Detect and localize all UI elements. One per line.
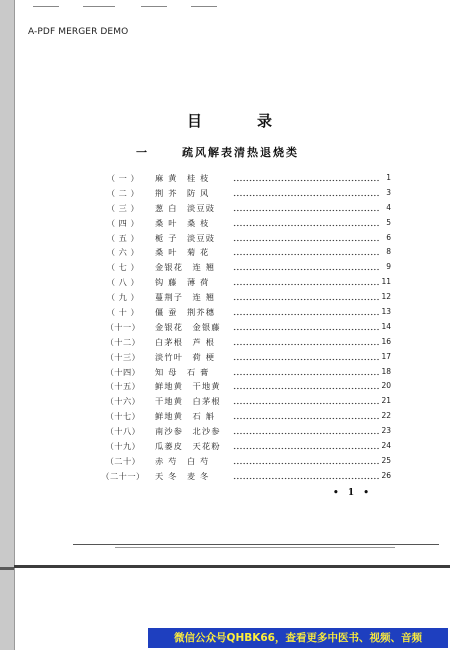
toc-entry-name: 瓜蒌皮 天花粉 [155, 441, 221, 452]
toc-leader-dots [233, 275, 379, 290]
toc-leader-dots [233, 335, 379, 350]
toc-entry-index: （ 六 ） [106, 247, 140, 258]
page-separator-marker [0, 567, 14, 570]
toc-entry-index: （十三） [105, 351, 141, 362]
toc-entry [97, 260, 397, 275]
page-title: 目 录 [187, 112, 293, 130]
toc-entry [97, 335, 397, 350]
toc-entry-name: 鲜地黄 石 斛 [155, 411, 216, 422]
toc-entry-page: 13 [381, 307, 391, 317]
toc-leader-dots [233, 186, 379, 201]
toc-entry-index: （ 五 ） [106, 232, 140, 243]
toc-entry-page: 22 [381, 411, 391, 421]
toc-leader-dots [233, 305, 379, 320]
toc-entry-index: （二十一） [101, 470, 145, 481]
scrollbar-track[interactable] [0, 0, 15, 650]
toc-entry-index: （二十） [105, 455, 141, 466]
toc-entry-name: 桑 叶 菊 花 [155, 247, 210, 258]
toc-entry [97, 394, 397, 409]
toc-entry-name: 淡竹叶 荷 梗 [155, 351, 216, 362]
toc-entry-page: 17 [381, 351, 391, 361]
toc-entry-page: 1 [386, 173, 391, 182]
toc-entry-index: （十一） [105, 321, 141, 332]
toc-leader-dots [233, 469, 379, 484]
toc-leader-dots [233, 245, 379, 260]
toc-entry [97, 409, 397, 424]
toc-entry [97, 186, 397, 201]
toc-entry-page: 21 [381, 396, 391, 406]
toc-entry [97, 201, 397, 216]
toc-leader-dots [233, 365, 379, 380]
toc-entry-index: （十七） [105, 411, 141, 422]
toc-entry-page: 14 [381, 321, 391, 331]
toc-entry [97, 424, 397, 439]
toc-leader-dots [233, 260, 379, 275]
toc-entry-page: 3 [386, 187, 391, 197]
toc-entry-index: （十五） [105, 381, 141, 392]
toc-entry-index: （ 一 ） [106, 173, 140, 183]
toc-entry-name: 鲜地黄 干地黄 [155, 381, 221, 392]
header-dash [141, 6, 167, 7]
toc-entry-page: 23 [381, 426, 391, 436]
toc-entry-index: （ 三 ） [106, 202, 140, 213]
toc-entry [97, 320, 397, 335]
toc-entry-index: （十九） [105, 441, 141, 452]
promo-banner: 微信公众号QHBK66，查看更多中医书、视频、音频 [148, 628, 448, 648]
toc-entry-name: 桑 叶 桑 枝 [155, 217, 210, 228]
section-heading [136, 144, 299, 160]
toc-entry-page: 20 [381, 381, 391, 391]
watermark-text: A-PDF MERGER DEMO [28, 27, 129, 37]
toc-entry-page: 12 [381, 292, 391, 302]
table-of-contents [97, 171, 397, 484]
toc-entry-index: （十二） [105, 336, 141, 347]
toc-entry-page: 26 [381, 470, 391, 480]
pdf-page [15, 0, 445, 566]
toc-leader-dots [233, 409, 379, 424]
toc-entry [97, 469, 397, 484]
scan-line [115, 547, 395, 548]
toc-entry [97, 379, 397, 394]
toc-entry-page: 6 [386, 232, 391, 242]
toc-leader-dots [233, 379, 379, 394]
toc-entry-name: 白茅根 芦 根 [155, 336, 216, 347]
toc-leader-dots [233, 231, 379, 246]
toc-entry [97, 305, 397, 320]
toc-leader-dots [233, 424, 379, 439]
toc-entry-name: 金银花 金银藤 [155, 321, 221, 332]
section-title: 疏风解表清热退烧类 [182, 146, 299, 159]
toc-entry-page: 18 [381, 366, 391, 376]
toc-entry-name: 栀 子 淡豆豉 [155, 232, 216, 243]
toc-entry-name: 赤 芍 白 芍 [155, 455, 210, 466]
page-divider [14, 565, 450, 568]
toc-entry-page: 5 [386, 217, 391, 227]
toc-entry [97, 454, 397, 469]
toc-entry-index: （ 九 ） [106, 292, 140, 303]
toc-entry [97, 365, 397, 380]
toc-leader-dots [233, 320, 379, 335]
toc-entry-page: 16 [381, 336, 391, 346]
toc-entry-page: 8 [386, 247, 391, 257]
header-dash [33, 6, 59, 7]
toc-entry [97, 245, 397, 260]
toc-entry [97, 231, 397, 246]
toc-entry-name: 天 冬 麦 冬 [155, 470, 210, 481]
toc-entry-page: 9 [386, 262, 391, 272]
toc-leader-dots [233, 216, 379, 231]
toc-entry-index: （ 七 ） [106, 262, 140, 273]
toc-entry-name: 蔓荆子 连 翘 [155, 292, 216, 303]
toc-entry-name: 金银花 连 翘 [155, 262, 216, 273]
toc-leader-dots [233, 350, 379, 365]
toc-entry-name: 南沙参 北沙参 [155, 426, 221, 437]
toc-entry-page: 25 [381, 455, 391, 465]
toc-entry-index: （ 八 ） [106, 277, 140, 288]
toc-leader-dots [233, 290, 379, 305]
toc-leader-dots [233, 454, 379, 469]
toc-entry-name: 麻 黄 桂 枝 [155, 173, 210, 183]
toc-entry [97, 216, 397, 231]
toc-entry-index: （ 四 ） [106, 217, 140, 228]
toc-entry-name: 钩 藤 薄 荷 [155, 277, 210, 288]
toc-entry-name: 僵 蚕 荆芥穗 [155, 307, 216, 318]
toc-entry-index: （ 二 ） [106, 187, 140, 198]
scan-line [73, 544, 439, 545]
toc-entry-page: 24 [381, 441, 391, 451]
toc-entry-name: 荆 芥 防 风 [155, 187, 210, 198]
page-number: • 1 • [333, 488, 373, 498]
toc-entry [97, 439, 397, 454]
header-dash [191, 6, 217, 7]
toc-leader-dots [233, 171, 379, 186]
toc-leader-dots [233, 439, 379, 454]
toc-entry [97, 171, 397, 186]
toc-entry-page: 4 [386, 202, 391, 212]
toc-entry-name: 葱 白 淡豆豉 [155, 202, 216, 213]
toc-entry-page: 11 [381, 277, 391, 287]
toc-entry-index: （ 十 ） [106, 307, 140, 318]
toc-entry-index: （十四） [105, 366, 141, 377]
toc-entry [97, 350, 397, 365]
toc-entry-index: （十八） [105, 426, 141, 437]
header-dash [83, 6, 115, 7]
toc-leader-dots [233, 394, 379, 409]
toc-entry-name: 知 母 石 膏 [155, 366, 210, 377]
section-number: 一 [136, 146, 147, 159]
toc-entry-index: （十六） [105, 396, 141, 407]
toc-entry-name: 干地黄 白茅根 [155, 396, 221, 407]
toc-entry [97, 275, 397, 290]
toc-leader-dots [233, 201, 379, 216]
toc-entry [97, 290, 397, 305]
